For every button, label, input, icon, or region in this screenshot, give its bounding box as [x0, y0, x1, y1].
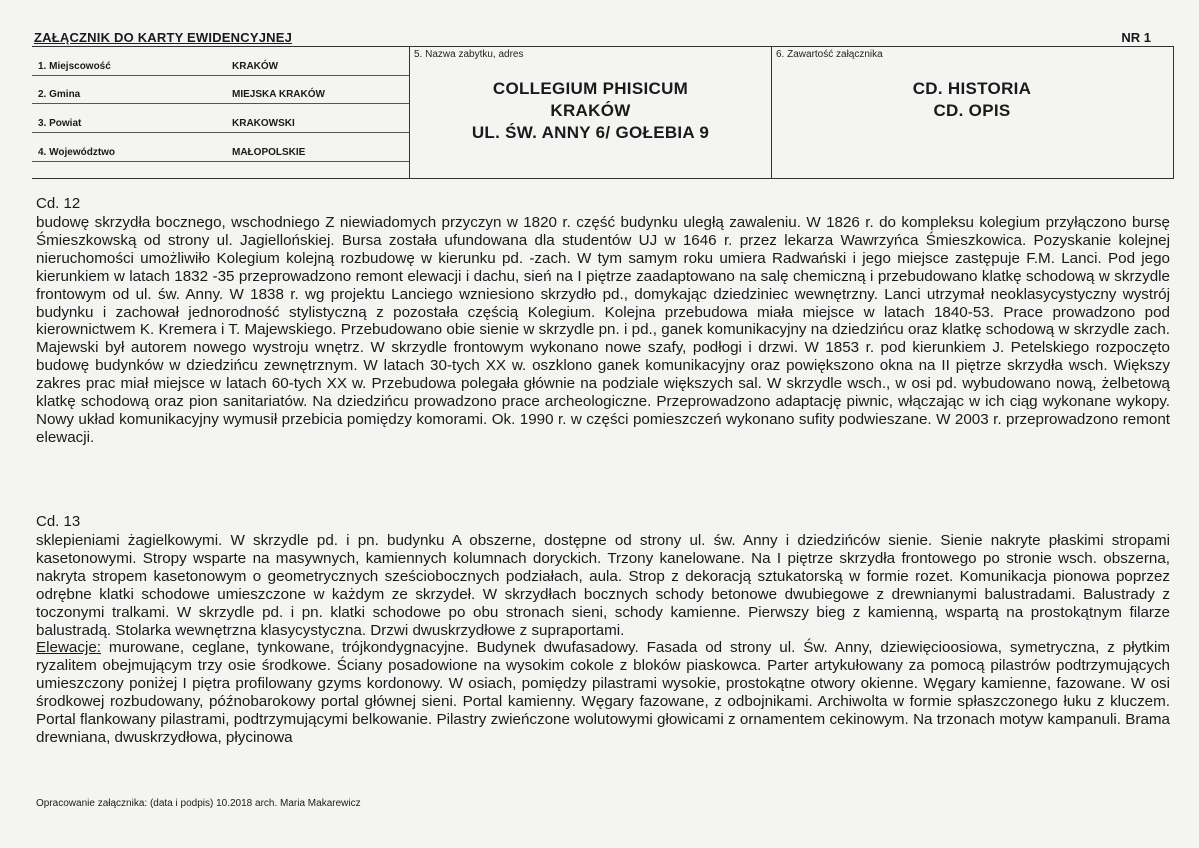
- field-label: 4. Województwo: [38, 147, 116, 158]
- contents-caption: 6. Zawartość załącznika: [776, 49, 883, 60]
- field-row-gmina: [32, 81, 409, 104]
- field-value: MIEJSKA KRAKÓW: [232, 89, 325, 100]
- monument-name-line: COLLEGIUM PHISICUM: [492, 79, 689, 98]
- field-value: KRAKOWSKI: [232, 118, 295, 129]
- field-row-miejscowosc: [32, 53, 409, 76]
- header-box: [32, 46, 1174, 179]
- attachment-number: NR 1: [1121, 30, 1151, 45]
- document-title: ZAŁĄCZNIK DO KARTY EWIDENCYJNEJ: [34, 30, 293, 45]
- field-label: 3. Powiat: [38, 118, 82, 129]
- field-label: 2. Gmina: [38, 89, 81, 100]
- field-value: KRAKÓW: [232, 61, 279, 72]
- field-value: MAŁOPOLSKIE: [232, 147, 306, 158]
- section-12-text: budowę skrzydła bocznego, wschodniego Z niewiadomych przyczyn w 1820 r. część budynku uległą zawaleniu. W 1826 r. do kompleksu kolegium przyłączono bursę Śmieszkowską od strony ul. Jagiellońskiej. Bursa została ufundowana dla studentów UJ w 1646 r. przez lekarza Wawrzyńca Śmieszkowica. Pozyskanie kolejnej nieruchomości umożliwiło Kolegium kolejną rozbudowę w kierunku pd. -zach. W tym samym roku umiera Radwański i jego miejsce zastępuje F.M. Lanci. Pod jego kierunkiem w latach 1832 -35 przeprowadzono remont elewacji i dachu, sień na I piętrze zaadaptowano na salę chemiczną i przebudowano klatkę schodową w skrzydle frontowym od ul. św. Anny. W 1838 r. wg projektu Lanciego wzniesiono skrzydło pd., domykając dziedziniec wewnętrzny. Lanci utrzymał neoklasycystyczny wystrój budynku i zachował jednorodność stylistyczną z pozostała częścią Kolegium. Kolejna przebudowa miała miejsce w latach 1840-53. Prace prowadzono pod kierownictwem K. Kremera i T. Majewskiego. Przebudowano obie sienie w skrzydle pn. i pd., ganek komunikacyjny na dziedzińcu oraz klatkę schodową w skrzydle zach. Majewski był autorem nowego wystroju wnętrz. W skrzydle frontowym wykonano nowe szafy, podłogi i drzwi. W 1853 r. pod kierunkiem J. Petelskiego rozpoczęto budowę budynków w dziedzińcu zewnętrznym. W latach 30-tych XX w. oszklono ganek komunikacyjny oraz powiększono okna na II piętrze skrzydła wsch. Większy zakres prac miał miejsce w latach 60-tych XX w. Przebudowa polegała głównie na podziale większych sal. W skrzydle wsch., w osi pd. wybudowano nową, żelbetową klatkę schodową oraz pion sanitariatów. Na dziedzińcu prowadzono prace archeologiczne. Przeprowadzono adaptację piwnic, włączając w ich ciąg wykonane wykopy. Nowy układ komunikacyjny wymusił przebicia pomiędzy komorami. Ok. 1990 r. w części pomieszczeń wykonano sufity podwieszane. W 2003 r. przeprowadzono remont elewacji.: [36, 214, 1170, 446]
- elewacje-text: murowane, ceglane, tynkowane, trójkondygnacyjne. Budynek dwufasadowy. Fasada od strony ul. Św. Anny, dziewięcioosiowa, symetryczna, z płytkim ryzalitem obejmującym trzy osie środkowe. Ściany posadowione na wysokim cokole z bloków piaskowca. Parter artykułowany za pomocą pilastrów podtrzymujących umieszczony poniżej I piętra profilowany gzyms kordonowy. W osiach, pomiędzy pilastrami wysokie, prostokątne otwory okienne. Węgary kamienne, fazowane. W osi środkowej rozbudowany, późnobarokowy portal głównej sieni. Portal kamienny. Węgary fazowane, z odbojnikami. Archiwolta w formie spłaszczonego łuku z kluczem. Portal flankowany pilastrami, podtrzymującymi belkowanie. Pilastry zwieńczone wolutowymi głowicami z ornamentem cekinowym. Na trzonach motyw kampanuli. Brama drewniana, dwuskrzydłowa, płycinowa: [36, 639, 1170, 746]
- monument-address-line: UL. ŚW. ANNY 6/ GOŁEBIA 9: [471, 123, 710, 142]
- location-fields: [32, 47, 409, 178]
- elewacje-heading: Elewacje:: [36, 639, 101, 657]
- field-label: 1. Miejscowość: [38, 61, 111, 72]
- contents-line-description: CD. OPIS: [933, 101, 1011, 120]
- monument-name-box: [409, 47, 771, 178]
- field-row-powiat: [32, 110, 409, 133]
- prepared-by-footer: Opracowanie załącznika: (data i podpis) 10.2018 arch. Maria Makarewicz: [36, 798, 361, 809]
- section-12-label: Cd. 12: [36, 195, 81, 212]
- monument-caption: 5. Nazwa zabytku, adres: [414, 49, 524, 60]
- field-row-wojewodztwo: [32, 139, 409, 162]
- monument-city-line: KRAKÓW: [550, 101, 631, 120]
- section-13-text: [36, 532, 1170, 747]
- section-13-body: sklepieniami żagielkowymi. W skrzydle pd. i pn. budynku A obszerne, dostępne od strony ul. św. Anny i dziedzińców sienie. Sienie nakryte płaskimi stropami kasetonowymi. Stropy wsparte na masywnych, kamiennych kolumnach doryckich. Trzony kanelowane. Na I piętrze skrzydła frontowego po stronie wsch. obszerna, nakryta stropem kasetonowym o geometrycznych sześciobocznych podziałach, aula. Strop z dekoracją sztukatorską w formie rozet. Komunikacja pionowa poprzez odrębne klatki schodowe umieszczone w każdym ze skrzydeł. W skrzydłach bocznych schody betonowe dwubiegowe z drewnianymi balustradami. Balustrady z toczonymi tralkami. W skrzydle pd. i pn. klatki schodowe po obu stronach sieni, schody kamienne. Pierwszy bieg z kamienną, wspartą na prostokątnym filarze balustradą. Stolarka wewnętrzna klasycystyczna. Drzwi dwuskrzydłowe z supraportami.: [36, 532, 1170, 639]
- contents-box: [771, 47, 1172, 178]
- contents-line-history: CD. HISTORIA: [912, 79, 1032, 98]
- section-13-label: Cd. 13: [36, 513, 81, 530]
